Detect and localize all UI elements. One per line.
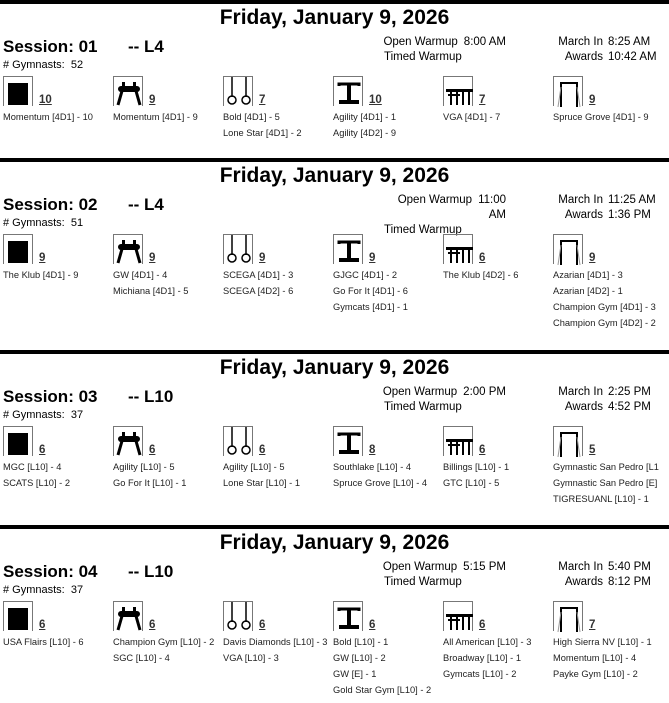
event-rotation <box>553 426 663 507</box>
team-list <box>333 109 443 141</box>
team-entry: Go For It [L10] - 1 <box>113 478 187 488</box>
team-list <box>553 634 663 682</box>
session-number: Session: 01 <box>3 37 98 56</box>
vault-icon <box>333 234 363 264</box>
team-entry: Champion Gym [4D2] - 2 <box>553 318 656 328</box>
event-count: 6 <box>259 619 266 631</box>
team-entry: Momentum [4D1] - 10 <box>3 112 93 122</box>
session-date: Friday, January 9, 2026 <box>219 531 450 554</box>
team-entry: SCEGA [4D2] - 6 <box>223 286 294 296</box>
parallel-bars-icon <box>443 426 473 456</box>
floor-icon <box>3 601 33 631</box>
event-count: 7 <box>589 619 596 631</box>
team-entry: Gymcats [4D1] - 1 <box>333 302 408 312</box>
team-list <box>113 267 223 299</box>
session-number: Session: 04 <box>3 562 98 581</box>
team-list <box>113 634 223 666</box>
rings-icon <box>223 601 253 631</box>
rings-icon <box>223 426 253 456</box>
march-in-time: 11:25 AM <box>608 194 656 206</box>
timed-warmup-label: Timed Warmup <box>384 576 462 588</box>
team-list <box>223 459 333 491</box>
open-warmup-time: 5:15 PM <box>463 561 506 573</box>
awards-label: Awards <box>564 209 603 221</box>
event-rotation <box>223 76 333 141</box>
team-entry: Payke Gym [L10] - 2 <box>553 669 638 679</box>
team-list <box>553 109 663 125</box>
team-list <box>333 459 443 491</box>
rings-icon <box>223 234 253 264</box>
team-entry: All American [L10] - 3 <box>443 637 532 647</box>
event-count: 6 <box>149 619 156 631</box>
march-in-time: 5:40 PM <box>608 561 651 573</box>
gymnasts-value: 37 <box>70 584 84 596</box>
awards-label: Awards <box>564 576 603 588</box>
pommel-horse-icon <box>113 234 143 264</box>
session-block <box>0 525 669 703</box>
team-entry: Champion Gym [L10] - 2 <box>113 637 215 647</box>
event-rotation <box>223 601 333 666</box>
floor-icon <box>3 76 33 106</box>
team-entry: GTC [L10] - 5 <box>443 478 500 488</box>
event-rotation <box>333 234 443 315</box>
march-in-label: March In <box>558 386 603 398</box>
team-entry: Gold Star Gym [L10] - 2 <box>333 685 432 695</box>
event-rotation <box>553 601 663 682</box>
team-list <box>3 267 113 283</box>
team-list <box>443 634 553 682</box>
warmup-times <box>378 193 506 238</box>
event-rotation <box>223 234 333 299</box>
team-entry: Go For It [4D1] - 6 <box>333 286 408 296</box>
event-count: 7 <box>259 94 266 106</box>
event-rotation <box>553 234 663 331</box>
team-entry: High Sierra NV [L10] - 1 <box>553 637 652 647</box>
event-count: 6 <box>479 252 486 264</box>
event-rotation <box>113 234 223 299</box>
gymnast-count <box>3 409 83 421</box>
floor-icon <box>3 426 33 456</box>
awards-time: 8:12 PM <box>608 576 651 588</box>
high-bar-icon <box>553 426 583 456</box>
event-count: 9 <box>589 94 596 106</box>
team-list <box>443 459 553 491</box>
session-number: Session: 02 <box>3 195 98 214</box>
event-rotation <box>553 76 663 125</box>
timed-warmup-label: Timed Warmup <box>384 51 462 63</box>
vault-icon <box>333 426 363 456</box>
timed-warmup-label: Timed Warmup <box>384 401 462 413</box>
event-count: 9 <box>149 94 156 106</box>
team-entry: Lone Star [L10] - 1 <box>223 478 301 488</box>
warmup-times <box>378 385 506 415</box>
awards-time: 4:52 PM <box>608 401 651 413</box>
session-block <box>0 350 669 525</box>
event-rotation <box>3 426 113 491</box>
open-warmup-time: 11:00 AM <box>478 194 506 221</box>
march-awards-times <box>540 385 662 415</box>
event-count: 10 <box>369 94 382 106</box>
open-warmup-label: Open Warmup <box>383 36 458 48</box>
team-entry: Lone Star [4D1] - 2 <box>223 128 302 138</box>
march-in-time: 8:25 AM <box>608 36 651 48</box>
event-count: 6 <box>39 619 46 631</box>
team-entry: Agility [4D1] - 1 <box>333 112 397 122</box>
event-rotation <box>3 234 113 283</box>
event-rotation <box>443 234 553 283</box>
team-entry: SCEGA [4D1] - 3 <box>223 270 294 280</box>
march-awards-times <box>540 193 662 223</box>
gymnast-count <box>3 59 83 71</box>
awards-time: 10:42 AM <box>608 51 657 63</box>
team-entry: Champion Gym [4D1] - 3 <box>553 302 656 312</box>
open-warmup-label: Open Warmup <box>397 194 473 206</box>
gymnasts-value: 37 <box>70 409 84 421</box>
event-count: 6 <box>259 444 266 456</box>
team-entry: Gymnastic San Pedro [L1 <box>553 462 659 472</box>
team-entry: Bold [4D1] - 5 <box>223 112 280 122</box>
event-count: 5 <box>589 444 596 456</box>
team-entry: Azarian [4D2] - 1 <box>553 286 623 296</box>
event-count: 9 <box>149 252 156 264</box>
event-count: 10 <box>39 94 52 106</box>
event-rotation <box>113 426 223 491</box>
gymnasts-label: # Gymnasts: <box>3 217 65 229</box>
team-list <box>443 109 553 125</box>
awards-label: Awards <box>564 51 603 63</box>
session-date: Friday, January 9, 2026 <box>219 6 450 29</box>
team-entry: Gymcats [L10] - 2 <box>443 669 517 679</box>
pommel-horse-icon <box>113 426 143 456</box>
gymnasts-value: 52 <box>70 59 84 71</box>
open-warmup-time: 2:00 PM <box>463 386 506 398</box>
team-entry: USA Flairs [L10] - 6 <box>3 637 84 647</box>
team-entry: Gymnastic San Pedro [E] <box>553 478 658 488</box>
session-date: Friday, January 9, 2026 <box>219 356 450 379</box>
open-warmup-label: Open Warmup <box>382 561 458 573</box>
team-entry: Azarian [4D1] - 3 <box>553 270 623 280</box>
team-list <box>333 267 443 315</box>
pommel-horse-icon <box>113 76 143 106</box>
open-warmup-time: 8:00 AM <box>463 36 506 48</box>
floor-icon <box>3 234 33 264</box>
team-entry: Agility [L10] - 5 <box>113 462 175 472</box>
event-rotation <box>443 76 553 125</box>
gymnasts-label: # Gymnasts: <box>3 409 65 421</box>
team-list <box>223 634 333 666</box>
gymnasts-label: # Gymnasts: <box>3 584 65 596</box>
pommel-horse-icon <box>113 601 143 631</box>
event-count: 6 <box>149 444 156 456</box>
open-warmup-label: Open Warmup <box>382 386 458 398</box>
team-list <box>223 109 333 141</box>
vault-icon <box>333 76 363 106</box>
vault-icon <box>333 601 363 631</box>
team-list <box>113 109 223 125</box>
session-block <box>0 158 669 350</box>
march-awards-times <box>540 35 662 65</box>
team-entry: The Klub [4D1] - 9 <box>3 270 79 280</box>
team-entry: VGA [L10] - 3 <box>223 653 279 663</box>
session-level: -- L10 <box>128 387 174 406</box>
parallel-bars-icon <box>443 234 473 264</box>
awards-label: Awards <box>564 401 603 413</box>
team-entry: Agility [L10] - 5 <box>223 462 285 472</box>
event-rotation <box>3 601 113 650</box>
team-entry: Bold [L10] - 1 <box>333 637 389 647</box>
session-block <box>0 0 669 158</box>
team-entry: TIGRESUANL [L10] - 1 <box>553 494 649 504</box>
team-entry: SCATS [L10] - 2 <box>3 478 70 488</box>
team-entry: GW [E] - 1 <box>333 669 377 679</box>
team-entry: Agility [4D2] - 9 <box>333 128 397 138</box>
gymnasts-label: # Gymnasts: <box>3 59 65 71</box>
event-rotation <box>3 76 113 125</box>
session-level: -- L4 <box>128 37 164 56</box>
timed-warmup-label: Timed Warmup <box>384 224 462 236</box>
team-entry: Spruce Grove [L10] - 4 <box>333 478 428 488</box>
team-list <box>3 459 113 491</box>
team-list <box>223 267 333 299</box>
team-entry: Southlake [L10] - 4 <box>333 462 412 472</box>
event-rotation <box>113 601 223 666</box>
event-count: 9 <box>259 252 266 264</box>
session-date: Friday, January 9, 2026 <box>219 164 450 187</box>
team-list <box>333 634 443 698</box>
team-entry: GW [L10] - 2 <box>333 653 386 663</box>
event-count: 9 <box>369 252 376 264</box>
event-rotation <box>113 76 223 125</box>
team-list <box>3 634 113 650</box>
session-level: -- L10 <box>128 562 174 581</box>
team-entry: MGC [L10] - 4 <box>3 462 62 472</box>
team-entry: Davis Diamonds [L10] - 3 <box>223 637 328 647</box>
march-awards-times <box>540 560 662 590</box>
event-count: 9 <box>589 252 596 264</box>
event-rotation <box>333 76 443 141</box>
team-entry: The Klub [4D2] - 6 <box>443 270 519 280</box>
team-entry: Michiana [4D1] - 5 <box>113 286 189 296</box>
warmup-times <box>378 35 506 65</box>
session-number: Session: 03 <box>3 387 98 406</box>
event-count: 6 <box>369 619 376 631</box>
march-in-label: March In <box>558 561 603 573</box>
awards-time: 1:36 PM <box>608 209 651 221</box>
gymnast-count <box>3 217 83 229</box>
parallel-bars-icon <box>443 601 473 631</box>
event-count: 6 <box>479 444 486 456</box>
high-bar-icon <box>553 76 583 106</box>
team-entry: SGC [L10] - 4 <box>113 653 170 663</box>
high-bar-icon <box>553 234 583 264</box>
team-entry: Momentum [4D1] - 9 <box>113 112 198 122</box>
event-count: 7 <box>479 94 486 106</box>
warmup-times <box>378 560 506 590</box>
event-rotation <box>333 426 443 491</box>
team-list <box>553 267 663 331</box>
gymnasts-value: 51 <box>70 217 84 229</box>
event-count: 8 <box>369 444 376 456</box>
march-in-label: March In <box>558 36 603 48</box>
event-rotation <box>443 601 553 682</box>
team-list <box>443 267 553 283</box>
team-list <box>553 459 663 507</box>
event-rotation <box>333 601 443 698</box>
session-level: -- L4 <box>128 195 164 214</box>
team-entry: VGA [4D1] - 7 <box>443 112 501 122</box>
gymnast-count <box>3 584 83 596</box>
team-list <box>113 459 223 491</box>
team-entry: GW [4D1] - 4 <box>113 270 168 280</box>
event-rotation <box>443 426 553 491</box>
team-entry: GJGC [4D1] - 2 <box>333 270 398 280</box>
event-count: 6 <box>479 619 486 631</box>
team-entry: Broadway [L10] - 1 <box>443 653 522 663</box>
team-list <box>3 109 113 125</box>
team-entry: Momentum [L10] - 4 <box>553 653 637 663</box>
high-bar-icon <box>553 601 583 631</box>
march-in-time: 2:25 PM <box>608 386 651 398</box>
rings-icon <box>223 76 253 106</box>
event-count: 9 <box>39 252 46 264</box>
march-in-label: March In <box>558 194 603 206</box>
event-rotation <box>223 426 333 491</box>
team-entry: Spruce Grove [4D1] - 9 <box>553 112 649 122</box>
parallel-bars-icon <box>443 76 473 106</box>
event-count: 6 <box>39 444 46 456</box>
team-entry: Billings [L10] - 1 <box>443 462 510 472</box>
